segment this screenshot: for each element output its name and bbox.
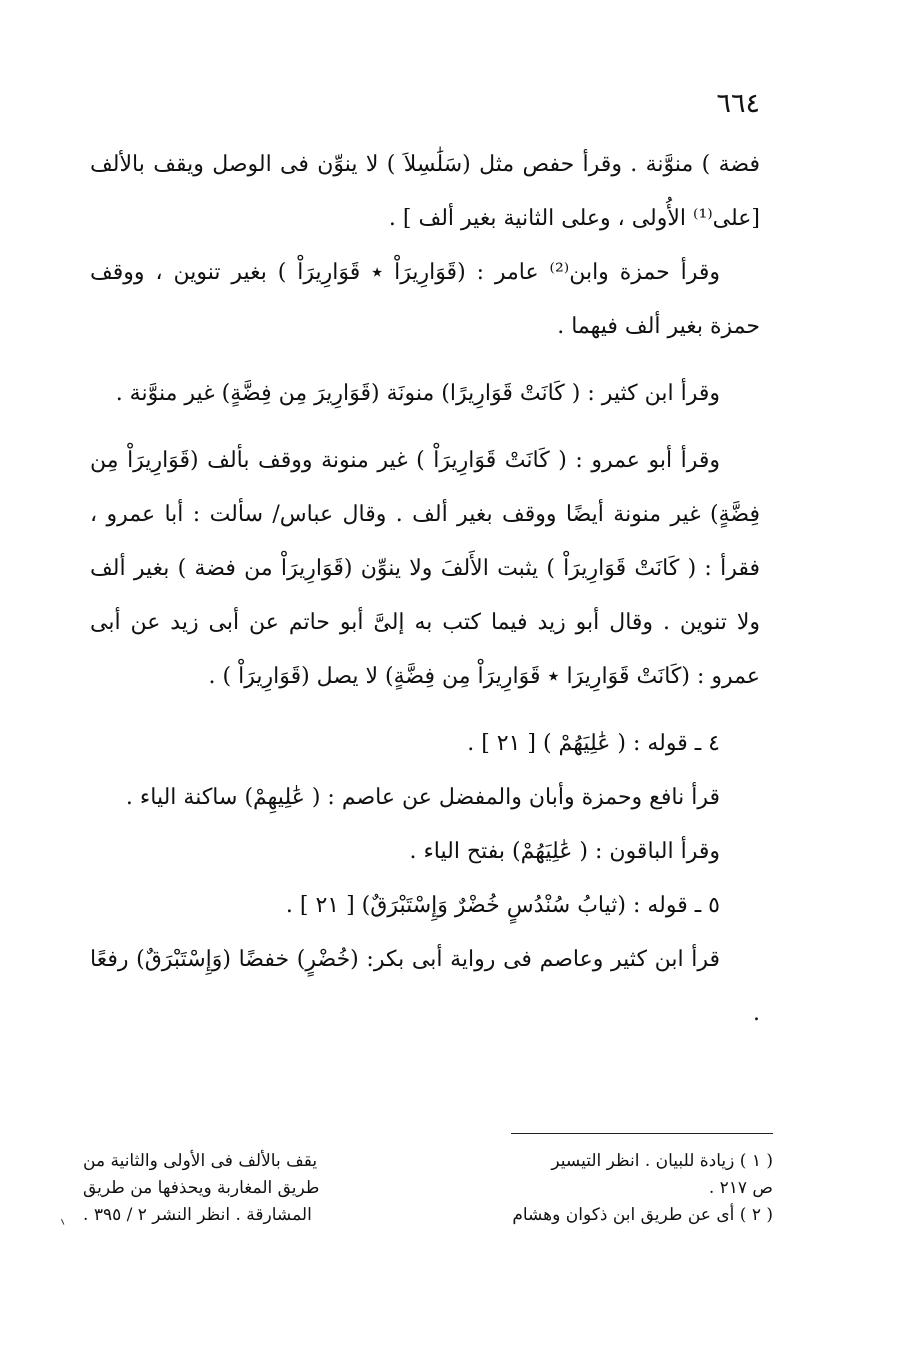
paragraph: وقرأ أبو عمرو : ( كَانَتْ قَوَارِيرَاْ ) غير منونة ووقف بألف (قَوَارِيرَاْ مِن فِضَّةٍ) غير منونة أيضًا ووقف بغير ألف . وقال عباس/ سألت : أبا عمرو ، فقرأ : ( كَانَتْ قَوَارِيرَاْ ) يثبت الأَلفَ ولا ينوِّن (قَوَارِيرَاْ من فضة ) بغير ألف ولا تنوين . وقال أبو زيد فيما كتب به إلىَّ أبو حاتم عن أبى زيد عن أبى عمرو : (كَانَتْ قَوَارِيرَا ٭ قَوَارِيرَاْ مِن فِضَّةٍ) لا يصل (قَوَارِيرَاْ ) . xyxy=(90,448,760,689)
paragraph: قرأ نافع وحمزة وأبان والمفضل عن عاصم : ( عَٰلِيهِمْ) ساكنة الياء . xyxy=(125,785,720,810)
verse-heading: ٥ ـ قوله : (ثيابُ سُنْدُسٍ خُضْرٌ وَإِسْتَبْرَقٌ) [ ٢١ ] . xyxy=(285,893,720,918)
footnote-line xyxy=(83,1202,773,1229)
main-text xyxy=(90,138,760,1041)
footnotes xyxy=(83,1148,773,1229)
page-number: ٦٦٤ xyxy=(716,88,760,119)
footnote-text: ( ٢ ) أى عن طريق ابن ذكوان وهشام xyxy=(512,1205,773,1225)
footnote-text: المشارقة . انظر النشر ٢ / ٣٩٥ . xyxy=(83,1205,312,1225)
footnote-text: يقف بالألف فى الأولى والثانية من xyxy=(83,1151,318,1171)
footnote-text: ( ١ ) زيادة للبيان . انظر التيسير xyxy=(551,1151,773,1171)
stray-ink-mark xyxy=(61,1217,68,1225)
paragraph: وقرأ حمزة وابن⁽²⁾ عامر : (قَوَارِيرَاْ ٭ قَوَارِيرَاْ ) بغير تنوين ، ووقف حمزة بغير ألف فيهما . xyxy=(90,260,760,339)
footnote-line xyxy=(83,1148,773,1175)
footnote-divider xyxy=(511,1133,773,1134)
paragraph: وقرأ الباقون : ( عَٰلِيَهُمْ) بفتح الياء . xyxy=(409,839,720,864)
paragraph: فضة ) منوَّنة . وقرأ حفص مثل (سَلَٰسِلاَ ) لا ينوِّن فى الوصل ويقف بالألف [على⁽¹⁾ الأُولى ، وعلى الثانية بغير ألف ] . xyxy=(90,152,760,231)
paragraph: وقرأ ابن كثير : ( كَانَتْ قَوَارِيرًا) منونَة (قَوَارِيرَ مِن فِضَّةٍ) غير منوَّنة . xyxy=(115,381,720,406)
paragraph: قرأ ابن كثير وعاصم فى رواية أبى بكر: (خُضْرٍ) خفضًا (وَإِسْتَبْرَقٌ) رفعًا . xyxy=(90,947,760,1026)
footnote-text: طريق المغاربة ويحذفها من طريق xyxy=(83,1178,320,1198)
footnote-line xyxy=(83,1175,773,1202)
footnote-text: ص ٢١٧ . xyxy=(708,1178,773,1198)
verse-heading: ٤ ـ قوله : ( عَٰلِيَهُمْ ) [ ٢١ ] . xyxy=(467,731,720,756)
